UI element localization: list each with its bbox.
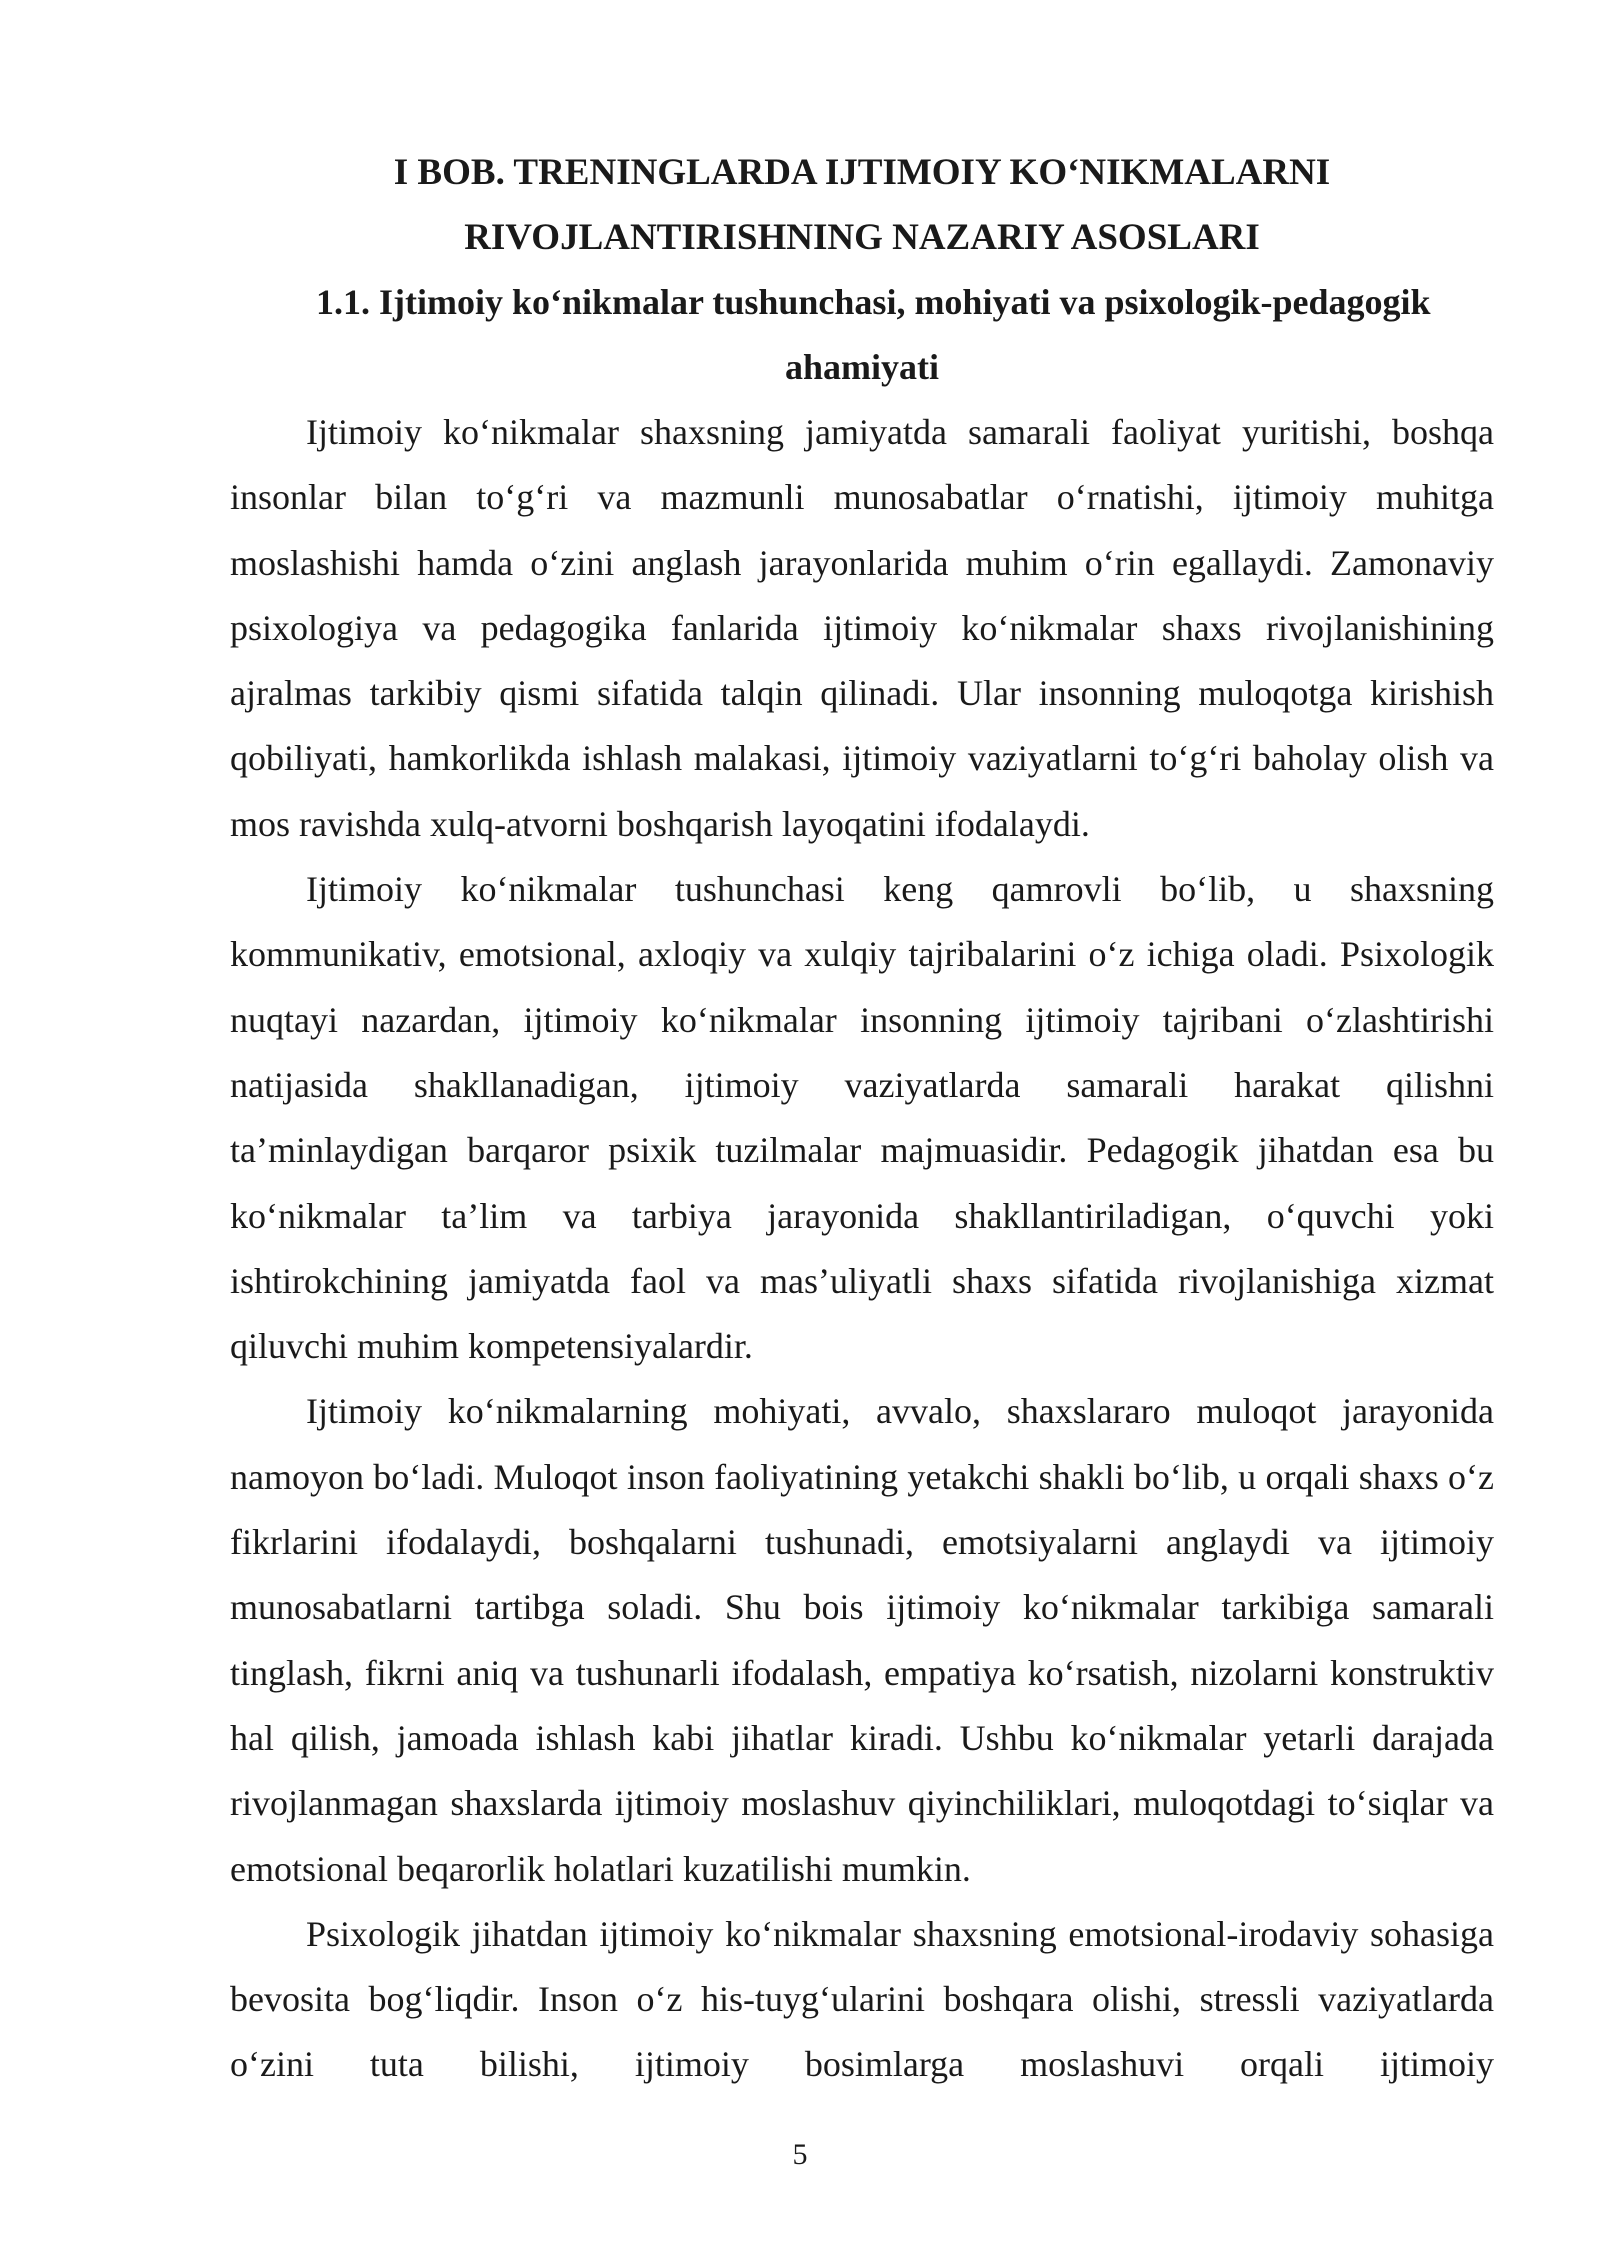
page-number: 5 [792, 2138, 808, 2171]
paragraph: Ijtimoiy ko‘nikmalarning mohiyati, avvalo, shaxslararo muloqot jarayonida namoyon bo‘ladi. Muloqot inson faoliyatining yetakchi shakli bo‘lib, u orqali shaxs o‘z fikrlarini ifodalaydi, boshqalarni tushunadi, emotsiyalarni anglaydi va ijtimoiy munosabatlarni tartibga soladi. Shu bois ijtimoiy ko‘nikmalar tarkibiga samarali tinglash, fikrni aniq va tushunarli ifodalash, empatiya ko‘rsatish, nizolarni konstruktiv hal qilish, jamoada ishlash kabi jihatlar kiradi. Ushbu ko‘nikmalar yetarli darajada rivojlanmagan shaxslarda ijtimoiy moslashuv qiyinchiliklari, muloqotdagi to‘siqlar va emotsional beqarorlik holatlari kuzatilishi mumkin. [230, 1391, 1494, 1889]
section-title [230, 270, 1494, 400]
section-title-line1: 1.1. Ijtimoiy ko‘nikmalar tushunchasi, mohiyati va psixologik-pedagogik [316, 282, 1431, 322]
chapter-title-line1: I BOB. TRENINGLARDA IJTIMOIY KO‘NIKMALARNI [393, 152, 1331, 193]
paragraph: Ijtimoiy ko‘nikmalar tushunchasi keng qamrovli bo‘lib, u shaxsning kommunikativ, emotsional, axloqiy va xulqiy tajribalarini o‘z ichiga oladi. Psixologik nuqtayi nazardan, ijtimoiy ko‘nikmalar insonning ijtimoiy tajribani o‘zlashtirishi natijasida shakllanadigan, ijtimoiy vaziyatlarda samarali harakat qilishni ta’minlaydigan barqaror psixik tuzilmalar majmuasidir. Pedagogik jihatdan esa bu ko‘nikmalar ta’lim va tarbiya jarayonida shakllantiriladigan, o‘quvchi yoki ishtirokchining jamiyatda faol va mas’uliyatli shaxs sifatida rivojlanishiga xizmat qiluvchi muhim kompetensiyalardir. [230, 869, 1494, 1367]
paragraph: Psixologik jihatdan ijtimoiy ko‘nikmalar shaxsning emotsional-irodaviy sohasiga bevosita bog‘liqdir. Inson o‘z his-tuyg‘ularini boshqara olishi, stressli vaziyatlarda o‘zini tuta bilishi, ijtimoiy bosimlarga moslashuvi orqali ijtimoiy [230, 1913, 1494, 2085]
page-content [230, 140, 1494, 2098]
chapter-title-line2: RIVOJLANTIRISHNING NAZARIY ASOSLARI [464, 217, 1260, 258]
paragraph: Ijtimoiy ko‘nikmalar shaxsning jamiyatda samarali faoliyat yuritishi, boshqa insonlar bilan to‘g‘ri va mazmunli munosabatlar o‘rnatishi, ijtimoiy muhitga moslashishi hamda o‘zini anglash jarayonlarida muhim o‘rin egallaydi. Zamonaviy psixologiya va pedagogika fanlarida ijtimoiy ko‘nikmalar shaxs rivojlanishining ajralmas tarkibiy qismi sifatida talqin qilinadi. Ular insonning muloqotga kirishish qobiliyati, hamkorlikda ishlash malakasi, ijtimoiy vaziyatlarni to‘g‘ri baholay olish va mos ravishda xulq-atvorni boshqarish layoqatini ifodalaydi. [230, 412, 1494, 844]
chapter-title [230, 140, 1494, 270]
section-title-line2: ahamiyati [784, 347, 939, 387]
